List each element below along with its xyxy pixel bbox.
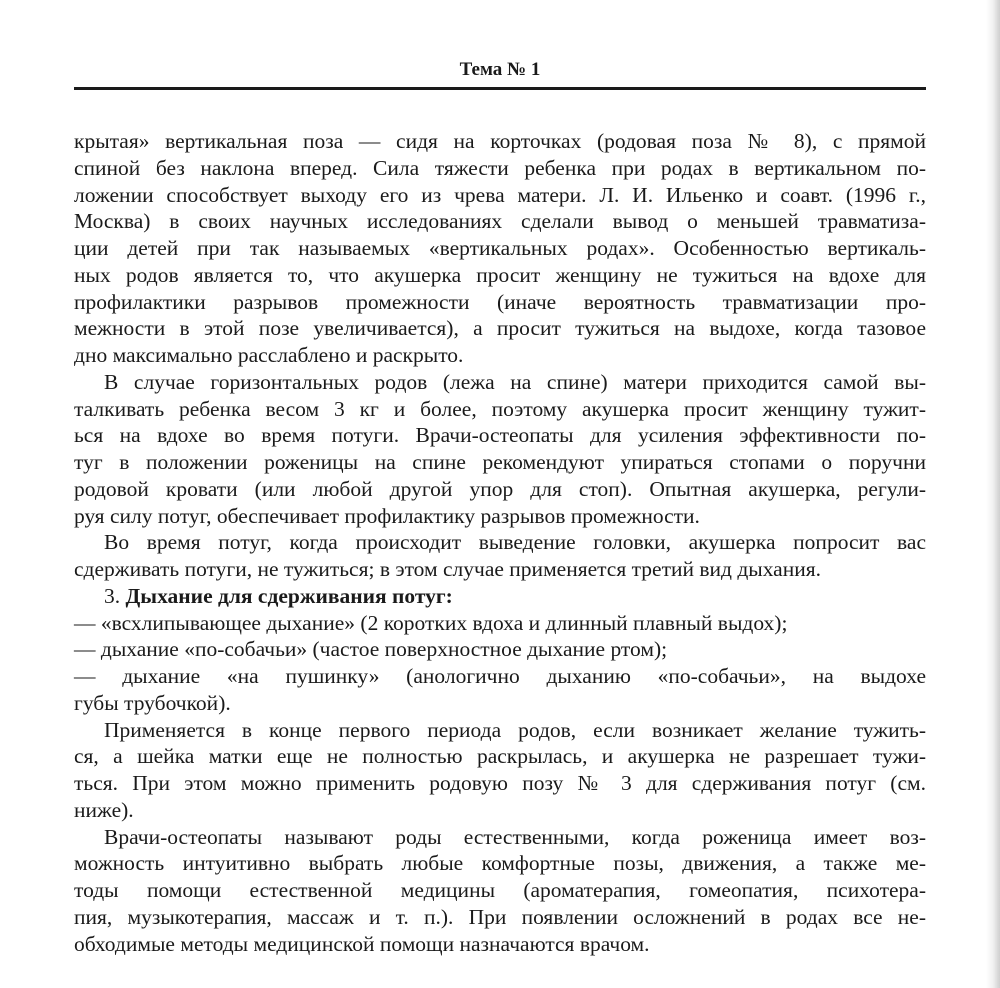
- breathing-heading: Дыхание для сдерживания потуг:: [125, 583, 453, 608]
- list-item: — дыхание «по-собачьи» (частое поверхностное дыхание ртом);: [74, 637, 668, 662]
- paragraph-first-line: Применяется в конце первого периода родов, если возникает желание тужить-: [104, 717, 926, 742]
- text-line: ся, а шейка матки еще не полностью раскрылась, и акушерка не разрешает тужи-: [74, 744, 926, 769]
- text-line: обходимые методы медицинской помощи назначаются врачом.: [74, 931, 650, 956]
- text-line: ных родов является то, что акушерка просит женщину не тужиться на вдохе для: [74, 262, 926, 287]
- text-line: туг в положении роженицы на спине рекомендуют упираться стопами о поручни: [74, 450, 926, 474]
- paragraph-first-line: В случае горизонтальных родов (лежа на спине) матери приходится самой вы-: [104, 369, 926, 394]
- text-line: профилактики разрывов промежности (иначе вероятность травматизации про-: [74, 289, 926, 314]
- text-line: тоды помощи естественной медицины (ароматерапия, гомеопатия, психотера-: [74, 878, 926, 902]
- list-number: 3.: [104, 583, 126, 608]
- text-line: ложении способствует выходу его из чрева матери. Л. И. Ильенко и соавт. (1996 г.,: [74, 182, 926, 207]
- text-line: ься на вдохе во время потуги. Врачи-остеопаты для усиления эффективности по-: [74, 423, 926, 448]
- list-heading: [74, 583, 926, 610]
- list-item: — дыхание «на пушинку» (анологично дыханию «по-собачьи», на выдохе: [74, 664, 926, 688]
- running-header-title: Тема № 1: [459, 59, 541, 80]
- text-line: талкивать ребенка весом 3 кг и более, поэтому акушерка просит женщину тужит-: [74, 396, 926, 421]
- paragraph-first-line: Во время потуг, когда происходит выведение головки, акушерка попросит вас: [104, 530, 926, 555]
- text-line: спиной без наклона вперед. Сила тяжести ребенка при родах в вертикальном по-: [74, 155, 926, 180]
- text-line: родовой кровати (или любой другой упор для стоп). Опытная акушерка, регули-: [74, 476, 926, 501]
- text-line: пия, музыкотерапия, массаж и т. п.). При появлении осложнений в родах все не-: [74, 904, 926, 929]
- list-item: — «всхлипывающее дыхание» (2 коротких вдоха и длинный плавный выдох);: [74, 610, 788, 635]
- text-line: можность интуитивно выбрать любые комфортные позы, движения, а также ме-: [74, 851, 926, 876]
- body-text: [74, 128, 926, 957]
- header-rule: [74, 87, 926, 90]
- page-edge-shadow: [986, 0, 1000, 988]
- paragraph-first-line: Врачи-остеопаты называют роды естественными, когда роженица имеет воз-: [104, 824, 926, 849]
- text-line: руя силу потуг, обеспечивает профилактику разрывов промежности.: [74, 503, 700, 528]
- text-line: межности в этой позе увеличивается), а просит тужиться на выдохе, когда тазовое: [74, 316, 926, 341]
- text-line: ниже).: [74, 797, 134, 822]
- text-line: крытая» вертикальная поза — сидя на корточках (родовая поза № 8), с прямой: [74, 129, 926, 153]
- text-line: ться. При этом можно применить родовую позу № 3 для сдерживания потуг (см.: [74, 771, 926, 795]
- text-line: дно максимально расслаблено и раскрыто.: [74, 343, 464, 367]
- text-line: губы трубочкой).: [74, 690, 231, 715]
- text-line: сдерживать потуги, не тужиться; в этом случае применяется третий вид дыхания.: [74, 557, 821, 581]
- text-line: Москва) в своих научных исследованиях сделали вывод о меньшей травматиза-: [74, 209, 926, 234]
- text-line: ции детей при так называемых «вертикальных родах». Особенностью вертикаль-: [74, 236, 926, 260]
